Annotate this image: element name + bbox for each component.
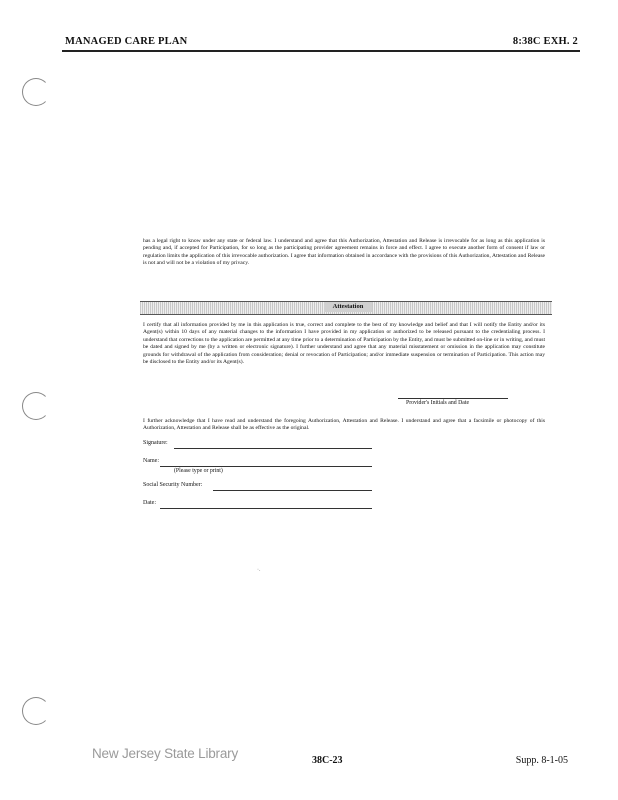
page-number: 38C-23 [312, 755, 343, 766]
name-label: Name: [143, 458, 159, 464]
date-line[interactable] [160, 508, 372, 509]
ssn-label: Social Security Number: [143, 482, 203, 488]
signature-label: Signature: [143, 440, 168, 446]
acknowledge-paragraph: I further acknowledge that I have read and understand the foregoing Authorization, Attestation and Release. I understand and agree that a facsimile or photocopy of this Authorization, Attestation and Release shall be as effective as the original. [143, 418, 545, 432]
name-note: (Please type or print) [174, 468, 223, 474]
ssn-line[interactable] [213, 490, 372, 491]
certify-paragraph: I certify that all information provided by me in this application is true, correct and complete to the best of my knowledge and belief and that I will notify the Entity and/or its Agent(s) within 10 days of any material changes to the information I have provided in my application or authorized to be released pursuant to the credentialing process. I understand that corrections to the application are permitted at any time prior to a determination of Participation by the Entity, and must be submitted on-line or in writing, and must be dated and signed by me (by a written or electronic signature). I further understand and agree that any material misstatement or omission in the application may constitute grounds for withdrawal of the application from consideration; denial or revocation of Participation; and/or immediate suspension or termination of Participation. This action may be disclosed to the Entity and/or its Agent(s). [143, 322, 545, 366]
header-title: MANAGED CARE PLAN [65, 36, 188, 47]
header-divider [62, 50, 580, 52]
intro-paragraph: has a legal right to know under any state or federal law. I understand and agree that this Authorization, Attestation and Release is irrevocable for as long as this application is pending and, if accepted for Participation, for so long as the participating provider agreement remains in force and effect. I agree to execute another form of consent if law or regulation limits the application of this irrevocable authorization. I agree that information obtained in accordance with the provisions of this Authorization, Attestation and Release is not and will not be a violation of my privacy. [143, 238, 545, 267]
date-label: Date: [143, 500, 156, 506]
punch-hole-top [22, 78, 50, 106]
supplement-date: Supp. 8-1-05 [515, 755, 568, 766]
initials-label: Provider's Initials and Date [406, 400, 470, 406]
header-citation: 8:38C EXH. 2 [512, 36, 578, 47]
punch-hole-middle [22, 392, 50, 420]
initials-line [398, 398, 508, 399]
library-watermark: New Jersey State Library [92, 746, 239, 761]
attestation-heading: Attestation [324, 302, 372, 312]
signature-line[interactable] [174, 448, 372, 449]
name-line[interactable] [160, 466, 372, 467]
punch-hole-bottom [22, 697, 50, 725]
scan-speck: ·. [257, 567, 261, 573]
